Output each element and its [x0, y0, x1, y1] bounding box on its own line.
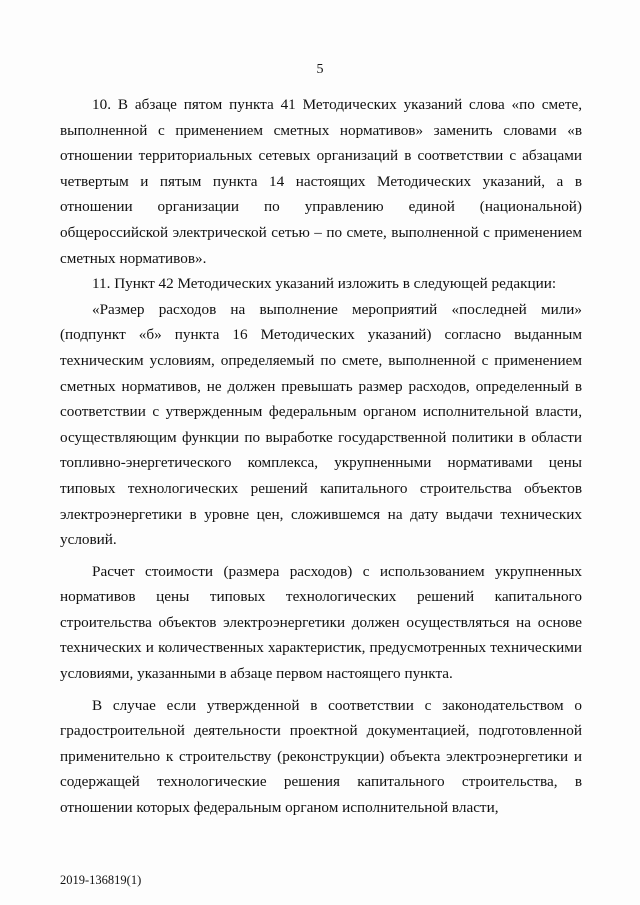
document-body — [60, 92, 582, 821]
document-registration-code: 2019-136819(1) — [60, 873, 142, 887]
page-number: 5 — [316, 62, 324, 77]
paragraph-cost-calculation: Расчет стоимости (размера расходов) с использованием укрупненных нормативов цены типовых технологических решений капитального строительства объектов электроэнергетики должен осуществляться на основе технических и количественных характеристик, предусмотренных техническими условиями, указанными в абзаце первом настоящего пункта. — [60, 562, 582, 683]
paragraph-item-10: 10. В абзаце пятом пункта 41 Методических указаний слова «по смете, выполненной с применением сметных нормативов» заменить словами «в отношении территориальных сетевых организаций в соответствии с абзацами четвертым и пятым пункта 14 настоящих Методических указаний, а в отношении организации по управлению единой (национальной) общероссийской электрической сетью – по смете, выполненной с применением сметных нормативов». — [60, 96, 582, 267]
paragraph-item-11: 11. Пункт 42 Методических указаний изложить в следующей редакции: — [92, 275, 557, 293]
paragraph-last-mile-costs: «Размер расходов на выполнение мероприятий «последней мили» (подпункт «б» пункта 16 Методических указаний) согласно выданным техническим условиям, определяемый по смете, выполненной с применением сметных нормативов, не должен превышать размер расходов, определенный в соответствии с утвержденным федеральным органом исполнительной власти, осуществляющим функции по выработке государственной политики в области топливно-энергетического комплекса, укрупненными нормативами цены типовых технологических решений капитального строительства объектов электроэнергетики в уровне цен, сложившемся на дату выдачи технических условий. — [60, 300, 582, 549]
paragraph-project-documentation: В случае если утвержденной в соответствии с законодательством о градостроительной деятельности проектной документацией, подготовленной применительно к строительству (реконструкции) объекта электроэнергетики и содержащей технологические решения капитального строительства, в отношении которых федеральным органом исполнительной власти, — [60, 696, 582, 817]
